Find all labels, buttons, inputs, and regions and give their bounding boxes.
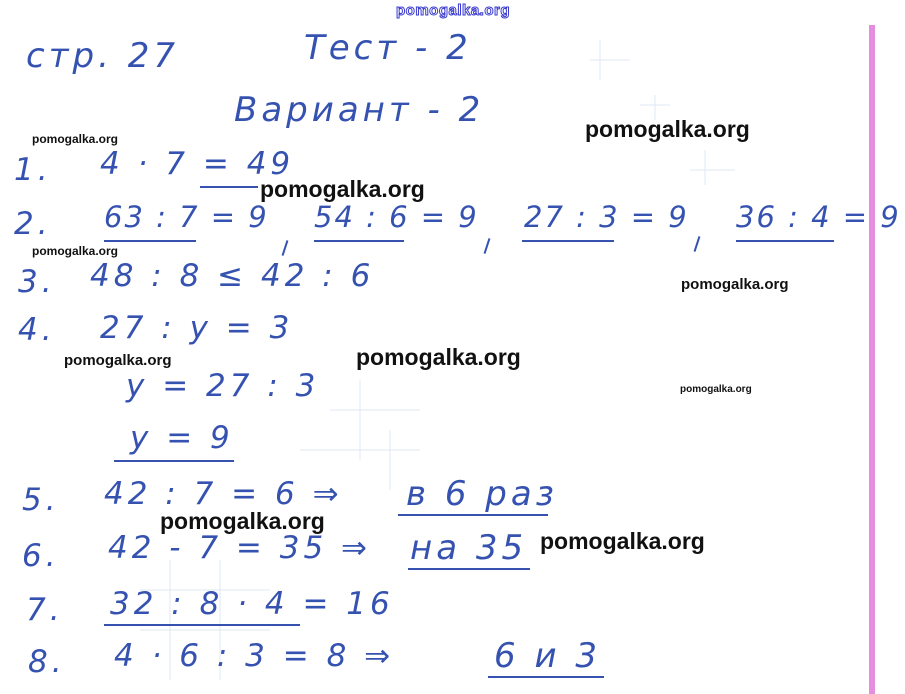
answer-number: 7. bbox=[26, 592, 64, 628]
watermark: pomogalka.org bbox=[32, 244, 119, 258]
answer-number: 8. bbox=[28, 644, 66, 680]
underline bbox=[736, 240, 834, 242]
underline bbox=[522, 240, 614, 242]
underline bbox=[104, 624, 300, 626]
answer-2-part-4: 36 : 4 = 9 bbox=[736, 200, 901, 234]
answer-5: 42 : 7 = 6 ⇒ bbox=[104, 476, 343, 512]
answer-8-result: 6 и 3 bbox=[494, 636, 601, 676]
answer-2-part-1: 63 : 7 = 9 bbox=[104, 200, 269, 234]
underline bbox=[314, 240, 404, 242]
answer-5-result: в 6 раз bbox=[406, 474, 558, 514]
answer-1: 4 · 7 = 49 bbox=[100, 146, 295, 182]
underline bbox=[200, 186, 258, 188]
watermark: pomogalka.org bbox=[32, 132, 119, 146]
underline bbox=[114, 460, 234, 462]
answer-number: 1. bbox=[14, 152, 52, 188]
watermark: pomogalka.org bbox=[260, 176, 425, 202]
underline bbox=[398, 514, 548, 516]
underline bbox=[488, 676, 604, 678]
watermark: pomogalka.org bbox=[356, 344, 521, 370]
watermark: pomogalka.org bbox=[681, 276, 789, 293]
answer-4-line-1: 27 : у = 3 bbox=[100, 310, 294, 346]
answer-6: 42 - 7 = 35 ⇒ bbox=[108, 530, 372, 566]
page-reference: стр. 27 bbox=[26, 36, 179, 76]
answer-number: 6. bbox=[22, 538, 60, 574]
watermark: pomogalka.org bbox=[585, 116, 750, 142]
answer-6-result: на 35 bbox=[410, 528, 528, 568]
test-title: Тест - 2 bbox=[304, 28, 472, 68]
underline bbox=[104, 240, 196, 242]
watermark-top: pomogalka.org bbox=[396, 2, 511, 19]
answer-7: 32 : 8 · 4 = 16 bbox=[110, 586, 394, 622]
answer-number: 4. bbox=[18, 312, 56, 348]
answer-number: 3. bbox=[18, 264, 56, 300]
watermark: pomogalka.org bbox=[160, 508, 325, 534]
watermark: pomogalka.org bbox=[64, 352, 172, 369]
answer-number: 2. bbox=[14, 206, 52, 242]
answer-4-line-2: у = 27 : 3 bbox=[126, 368, 320, 404]
answer-3: 48 : 8 ≤ 42 : 6 bbox=[90, 258, 375, 294]
answer-4-line-3: у = 9 bbox=[130, 420, 234, 456]
underline bbox=[408, 568, 530, 570]
answer-2-part-3: 27 : 3 = 9 bbox=[524, 200, 689, 234]
margin-line bbox=[869, 25, 875, 694]
watermark: pomogalka.org bbox=[540, 528, 705, 554]
variant-title: Вариант - 2 bbox=[234, 90, 485, 130]
answer-2-part-2: 54 : 6 = 9 bbox=[314, 200, 479, 234]
answer-8: 4 · 6 : 3 = 8 ⇒ bbox=[114, 638, 395, 674]
answer-number: 5. bbox=[22, 482, 60, 518]
watermark: pomogalka.org bbox=[680, 384, 752, 395]
